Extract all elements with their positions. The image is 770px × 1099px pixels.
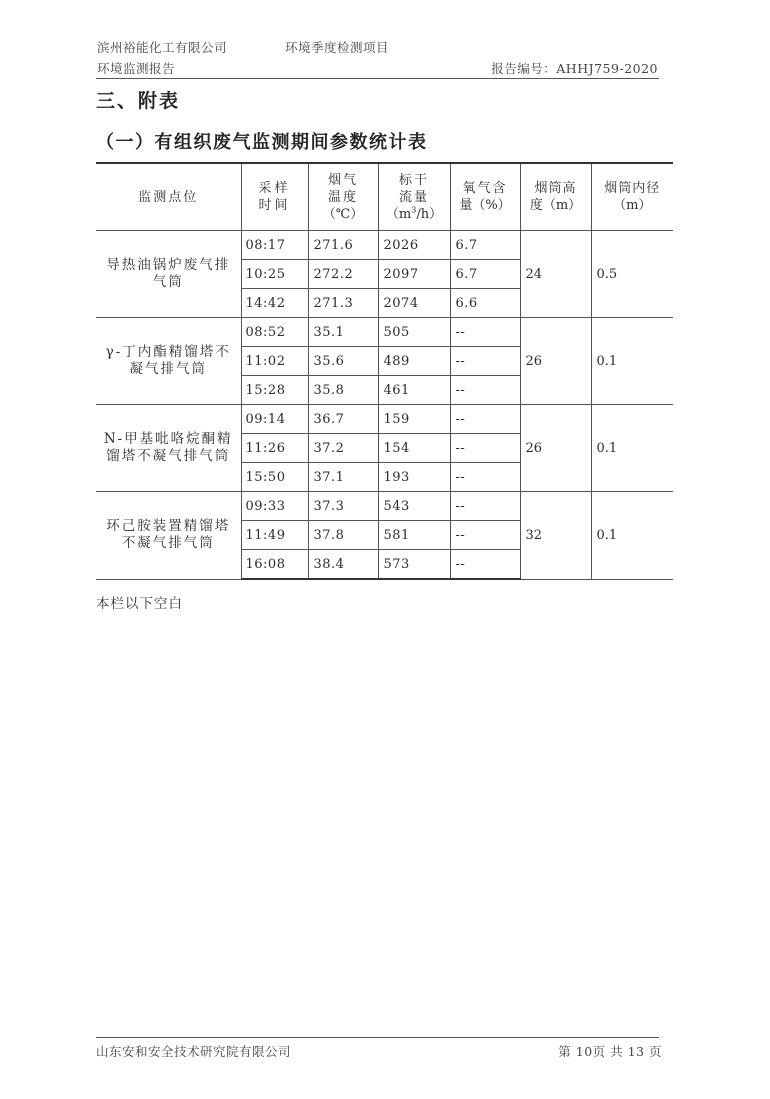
- footer-organization: 山东安和安全技术研究院有限公司: [96, 1044, 292, 1059]
- col-header-stack-height: 烟筒高 度（m）: [520, 163, 591, 231]
- flow-cell: 489: [378, 347, 450, 376]
- table-header-row: [96, 163, 673, 231]
- flow-cell: 2097: [378, 260, 450, 289]
- time-cell: 15:28: [241, 376, 308, 405]
- flow-cell: 505: [378, 318, 450, 347]
- flow-cell: 581: [378, 521, 450, 550]
- table-row: [96, 405, 673, 434]
- height-cell: 32: [520, 492, 591, 580]
- col-header-time: 采样 时间: [241, 163, 308, 231]
- col-header-temperature: 烟气 温度 （℃）: [308, 163, 378, 231]
- time-cell: 09:33: [241, 492, 308, 521]
- time-cell: 11:49: [241, 521, 308, 550]
- temp-cell: 272.2: [308, 260, 378, 289]
- section-title: 三、附表: [96, 90, 181, 112]
- table-row: [96, 318, 673, 347]
- oxygen-cell: --: [450, 347, 520, 376]
- time-cell: 11:02: [241, 347, 308, 376]
- header-report-number: 报告编号：AHHJ759-2020: [491, 61, 658, 76]
- site-cell: γ-丁内酯精馏塔不凝气排气筒: [96, 318, 241, 405]
- time-cell: 10:25: [241, 260, 308, 289]
- time-cell: 15:50: [241, 463, 308, 492]
- flow-cell: 573: [378, 550, 450, 580]
- temp-cell: 38.4: [308, 550, 378, 580]
- header-divider: [96, 78, 659, 79]
- flow-cell: 193: [378, 463, 450, 492]
- oxygen-cell: --: [450, 463, 520, 492]
- blank-below-note: 本栏以下空白: [96, 596, 183, 612]
- temp-cell: 37.2: [308, 434, 378, 463]
- footer-divider: [96, 1037, 659, 1038]
- flow-cell: 2074: [378, 289, 450, 318]
- oxygen-cell: --: [450, 405, 520, 434]
- footer-page-number: 第 10页 共 13 页: [558, 1044, 662, 1059]
- site-cell: N-甲基吡咯烷酮精馏塔不凝气排气筒: [96, 405, 241, 492]
- header-report-type: 环境监测报告: [97, 61, 176, 76]
- oxygen-cell: --: [450, 521, 520, 550]
- temp-cell: 35.6: [308, 347, 378, 376]
- oxygen-cell: --: [450, 550, 520, 580]
- parameter-table: [96, 162, 673, 580]
- header-project: 环境季度检测项目: [285, 40, 390, 55]
- diameter-cell: 0.1: [591, 405, 673, 492]
- oxygen-cell: --: [450, 318, 520, 347]
- height-cell: 26: [520, 405, 591, 492]
- height-cell: 24: [520, 231, 591, 318]
- header-company: 滨州裕能化工有限公司: [97, 40, 228, 55]
- temp-cell: 36.7: [308, 405, 378, 434]
- col-header-oxygen: 氧气含 量（%）: [450, 163, 520, 231]
- col-header-site: 监测点位: [96, 163, 241, 231]
- table-row: [96, 231, 673, 260]
- temp-cell: 37.3: [308, 492, 378, 521]
- diameter-cell: 0.1: [591, 492, 673, 580]
- oxygen-cell: --: [450, 434, 520, 463]
- oxygen-cell: 6.6: [450, 289, 520, 318]
- oxygen-cell: 6.7: [450, 231, 520, 260]
- time-cell: 09:14: [241, 405, 308, 434]
- col-header-stack-diameter: 烟筒内径 （m）: [591, 163, 673, 231]
- diameter-cell: 0.5: [591, 231, 673, 318]
- temp-cell: 271.3: [308, 289, 378, 318]
- flow-cell: 159: [378, 405, 450, 434]
- flow-cell: 2026: [378, 231, 450, 260]
- oxygen-cell: --: [450, 492, 520, 521]
- temp-cell: 37.8: [308, 521, 378, 550]
- temp-cell: 35.8: [308, 376, 378, 405]
- oxygen-cell: --: [450, 376, 520, 405]
- site-cell: 环己胺装置精馏塔不凝气排气筒: [96, 492, 241, 580]
- time-cell: 08:17: [241, 231, 308, 260]
- flow-cell: 461: [378, 376, 450, 405]
- table-title: （一）有组织废气监测期间参数统计表: [96, 132, 428, 153]
- time-cell: 11:26: [241, 434, 308, 463]
- table-row: [96, 492, 673, 521]
- time-cell: 14:42: [241, 289, 308, 318]
- oxygen-cell: 6.7: [450, 260, 520, 289]
- time-cell: 08:52: [241, 318, 308, 347]
- site-cell: 导热油锅炉废气排气筒: [96, 231, 241, 318]
- flow-cell: 543: [378, 492, 450, 521]
- height-cell: 26: [520, 318, 591, 405]
- time-cell: 16:08: [241, 550, 308, 580]
- temp-cell: 35.1: [308, 318, 378, 347]
- flow-cell: 154: [378, 434, 450, 463]
- temp-cell: 37.1: [308, 463, 378, 492]
- temp-cell: 271.6: [308, 231, 378, 260]
- col-header-flow: 标干 流量 $(m^3/h)$: [378, 163, 450, 231]
- diameter-cell: 0.1: [591, 318, 673, 405]
